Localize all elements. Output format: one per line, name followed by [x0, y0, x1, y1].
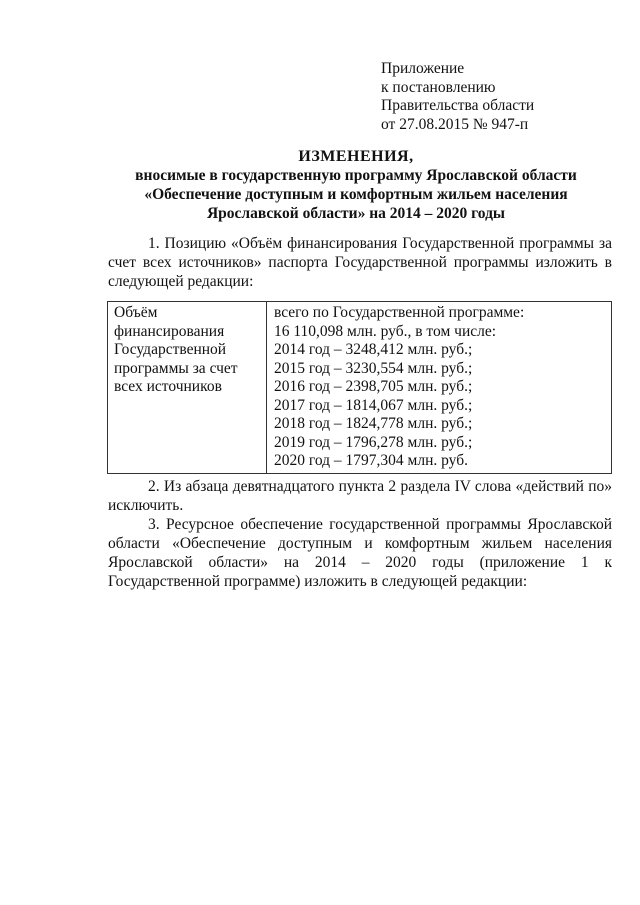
cell-line: Объём — [114, 304, 158, 321]
appendix-line: Приложение — [381, 60, 465, 77]
cell-line: всех источников — [114, 378, 222, 395]
title-line: вносимые в государственную программу Ярославской области — [135, 167, 577, 184]
table-cell-values — [267, 302, 612, 474]
paragraph-1 — [108, 234, 612, 291]
paragraph-3-text: 3. Ресурсное обеспечение государственной программы Ярославской области «Обеспечение доступным и комфортным жильем населения Ярославской области» на 2014 – 2020 годы (приложение 1 к Государственной программе) изложить в следующей редакции: — [108, 516, 612, 590]
paragraph-3 — [108, 515, 612, 591]
paragraph-2 — [108, 477, 612, 515]
title-line: Ярославской области» на 2014 – 2020 годы — [206, 205, 506, 222]
cell-line: 2014 год – 3248,412 млн. руб.; — [274, 341, 473, 358]
cell-line: программы за счет — [114, 359, 238, 377]
cell-line: 2019 год – 1796,278 млн. руб.; — [274, 433, 473, 451]
title-line: «Обеспечение доступным и комфортным жильем населения — [144, 186, 568, 203]
cell-line: 2016 год – 2398,705 млн. руб.; — [274, 378, 473, 395]
cell-line: всего по Государственной программе: — [274, 304, 525, 321]
paragraph-1-text: 1. Позицию «Объём финансирования Государственной программы за счет всех источников» паспорта Государственной программы изложить в следующей редакции: — [108, 235, 612, 290]
paragraph-2-text: 2. Из абзаца девятнадцатого пункта 2 раздела IV слова «действий по» исключить. — [108, 478, 612, 514]
cell-line: финансирования — [114, 322, 225, 340]
cell-line: 2020 год – 1797,304 млн. руб. — [274, 452, 468, 469]
document-title — [100, 147, 612, 223]
table-row — [108, 302, 612, 474]
title-main: ИЗМЕНЕНИЯ, — [298, 148, 414, 165]
cell-line: 2018 год – 1824,778 млн. руб.; — [274, 415, 473, 432]
cell-line: 16 110,098 млн. руб., в том числе: — [274, 322, 497, 340]
cell-line: 2015 год – 3230,554 млн. руб.; — [274, 359, 473, 377]
table-cell-label — [108, 302, 267, 474]
cell-line: Государственной — [114, 341, 227, 358]
appendix-line: к постановлению — [381, 78, 496, 96]
appendix-line: от 27.08.2015 № 947-п — [381, 115, 529, 133]
appendix-reference — [381, 60, 534, 134]
appendix-line: Правительства области — [381, 97, 535, 114]
cell-line: 2017 год – 1814,067 млн. руб.; — [274, 396, 473, 414]
funding-table — [107, 301, 612, 474]
